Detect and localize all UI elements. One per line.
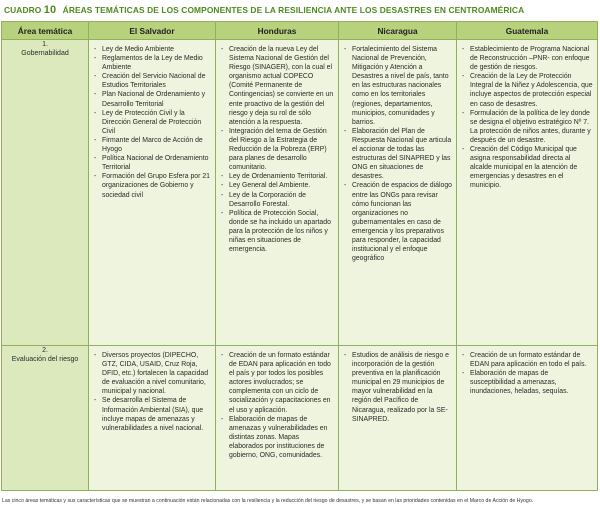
list-item: - Elaboración de mapas de amenazas y vulnerabilidades en distintas zonas. Mapas elaborados por instituciones de gobierno, ONG, comunidades. bbox=[221, 415, 335, 460]
table-row bbox=[2, 346, 598, 491]
area-number: 1. bbox=[42, 41, 48, 48]
header-row bbox=[2, 22, 598, 40]
header-guatemala: Guatemala bbox=[457, 22, 598, 40]
bullet-list bbox=[339, 40, 456, 263]
list-item: - Creación de la nueva Ley del Sistema Nacional de Gestión del Riesgo (SINAGER), con la cual el organismo actual COPECO (Comité Permanente de Contingencias) se convierte en un ente proactivo de la gestión del riesgo y deja su rol de sólo atención a la respuesta. bbox=[221, 45, 335, 127]
list-item: - Política Nacional de Ordenamiento Territorial bbox=[94, 154, 212, 172]
list-item: - Ley de la Corporación de Desarrollo Forestal. bbox=[221, 191, 335, 209]
list-item: - Elaboración del Plan de Respuesta Nacional que articula el accionar de todas las estructuras del SINAPRED y las ONG en situaciones de desastres. bbox=[344, 127, 453, 182]
bullet-list bbox=[89, 346, 215, 433]
list-item: - Se desarrolla el Sistema de Información Ambiental (SIA), que incluye mapas de amenazas y vulnerabilidades a nivel nacional. bbox=[94, 396, 212, 432]
list-item: - Formulación de la política de ley donde se designa el objetivo estratégico Nº 7. La protección de niños antes, durante y después de un desastre. bbox=[462, 109, 594, 145]
cell-nicaragua bbox=[339, 346, 457, 491]
list-item: - Plan Nacional de Ordenamiento y Desarrollo Territorial bbox=[94, 90, 212, 108]
list-item: - Creación de espacios de diálogo entre las ONGs para revisar cómo funcionan las organizaciones no gubernamentales en caso de emergencia y los preparativos para responder, la capacidad institucional y el enfoque geográfico bbox=[344, 181, 453, 263]
cell-el-salvador bbox=[89, 40, 216, 346]
list-item: - Formación del Grupo Esfera por 21 organizaciones de Gobierno y sociedad civil bbox=[94, 172, 212, 199]
list-item: - Fortalecimiento del Sistema Nacional de Prevención, Mitigación y Atención a Desastres a nivel de país, tanto en las estructuras nacionales como en los territoriales (regiones, departamentos, municipios, comunidades y barrios. bbox=[344, 45, 453, 127]
list-item: - Ley de Medio Ambiente bbox=[94, 45, 212, 54]
list-item: - Estudios de análisis de riesgo e incorporación de la gestión preventiva en la planificación municipal en 29 municipios de mayor vulnerabilidad en la región del Pacífico de Nicaragua, realizado por la SE- SINAPRED. bbox=[344, 351, 453, 424]
table-footnote: Las cinco áreas temáticas y sus características que se muestran a continuación están relacionadas con la resiliencia y la reducción del riesgo de desastres, y se basan en las prioridades contenidas en el Marco de Acción de Hyogo. bbox=[2, 498, 534, 504]
cell-honduras bbox=[216, 40, 339, 346]
area-number: 2. bbox=[42, 347, 48, 354]
list-item: - Creación de un formato estándar de EDAN para aplicación en todo el país. bbox=[462, 351, 594, 369]
list-item: - Integración del tema de Gestión del Riesgo a la Estrategia de Reducción de la Pobreza (ERP) para planes de desarrollo comunitario. bbox=[221, 127, 335, 172]
list-item: - Elaboración de mapas de susceptibilidad a amenazas, inundaciones, heladas, sequías. bbox=[462, 369, 594, 396]
caption-title: ÁREAS TEMÁTICAS DE LOS COMPONENTES DE LA RESILIENCIA ANTE LOS DESASTRES EN CENTROAMÉRICA bbox=[62, 5, 525, 15]
area-name: Evaluación del riesgo bbox=[11, 356, 79, 363]
list-item: - Ley de Ordenamiento Territorial. bbox=[221, 172, 335, 181]
bullet-list bbox=[216, 40, 338, 254]
list-item: - Creación del Código Municipal que asigna responsabilidad directa al alcalde municipal en la atención de emergencias y desastres en el municipio. bbox=[462, 145, 594, 190]
list-item: - Firmante del Marco de Acción de Hyogo bbox=[94, 136, 212, 154]
resilience-table bbox=[1, 21, 598, 491]
list-item: - Ley General del Ambiente. bbox=[221, 181, 335, 190]
cell-nicaragua bbox=[339, 40, 457, 346]
area-name: Gobernabilidad bbox=[21, 50, 69, 57]
cell-el-salvador bbox=[89, 346, 216, 491]
bullet-list bbox=[457, 346, 597, 396]
bullet-list bbox=[457, 40, 597, 191]
header-nicaragua: Nicaragua bbox=[339, 22, 457, 40]
caption-label: CUADRO bbox=[4, 5, 42, 15]
header-el-salvador: El Salvador bbox=[89, 22, 216, 40]
table-row bbox=[2, 40, 598, 346]
header-area: Área temática bbox=[2, 22, 89, 40]
list-item: - Diversos proyectos (DIPECHO, GTZ, CIDA, USAID, Cruz Roja, DFID, etc.) fortalecen la capacidad de evaluación a nivel comunitario, municipal y nacional. bbox=[94, 351, 212, 396]
list-item: - Creación del Servicio Nacional de Estudios Territoriales bbox=[94, 72, 212, 90]
cell-honduras bbox=[216, 346, 339, 491]
list-item: - Establecimiento de Programa Nacional de Reconstrucción –PNR- con enfoque de gestión de riesgos. bbox=[462, 45, 594, 72]
bullet-list bbox=[339, 346, 456, 424]
caption-number: 10 bbox=[43, 4, 57, 16]
cell-guatemala bbox=[457, 346, 598, 491]
list-item: - Creación de la Ley de Protección Integral de la Niñez y Adolescencia, que incluye aspectos de protección especial en caso de desastres. bbox=[462, 72, 594, 108]
table-caption bbox=[4, 4, 524, 18]
list-item: - Ley de Protección Civil y la Dirección General de Protección Civil bbox=[94, 109, 212, 136]
list-item: - Política de Protección Social, donde se ha incluido un apartado para la protección de los niños y niñas en situaciones de emergencia. bbox=[221, 209, 335, 254]
area-cell-evaluacion bbox=[2, 346, 89, 491]
area-cell-gobernabilidad bbox=[2, 40, 89, 346]
header-honduras: Honduras bbox=[216, 22, 339, 40]
bullet-list bbox=[216, 346, 338, 460]
bullet-list bbox=[89, 40, 215, 200]
cell-guatemala bbox=[457, 40, 598, 346]
list-item: - Reglamentos de la Ley de Medio Ambiente bbox=[94, 54, 212, 72]
list-item: - Creación de un formato estándar de EDAN para aplicación en todo el país y por todos los posibles actores involucrados; se complementa con un ciclo de socialización y capacitaciones en el uso y aplicación. bbox=[221, 351, 335, 415]
